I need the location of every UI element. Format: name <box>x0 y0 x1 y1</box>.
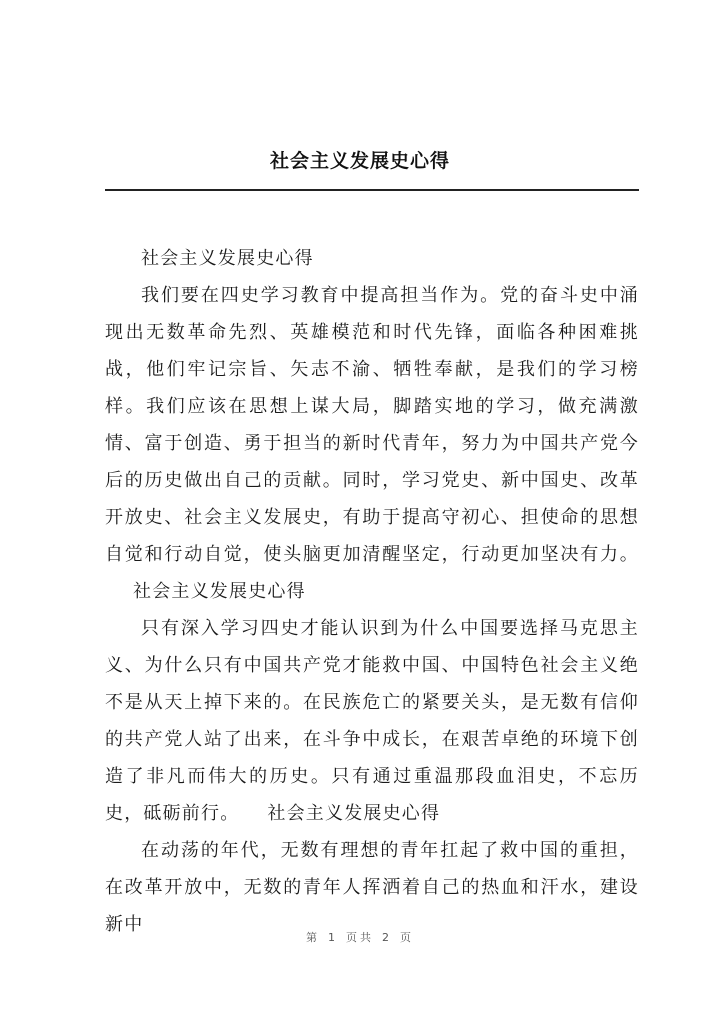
paragraph-1-text: 我们要在四史学习教育中提高担当作为。党的奋斗史中涌现出无数革命先烈、英雄模范和时代先锋，面临各种困难挑战，他们牢记宗旨、矢志不渝、牺牲奉献，是我们的学习榜样。我们应该在思想上谋大局，脚踏实地的学习，做充满激情、富于创造、勇于担当的新时代青年，努力为中国共产党今后的历史做出自己的贡献。同时，学习党史、新中国史、改革开放史、社会主义发展史，有助于提高守初心、担使命的思想自觉和行动自觉，使头脑更加清醒坚定，行动更加坚决有力。 <box>105 285 639 565</box>
title-divider <box>105 189 639 191</box>
page-footer <box>0 929 720 945</box>
subheading: 社会主义发展史心得 <box>141 248 314 269</box>
paragraph-2-text: 只有深入学习四史才能认识到为什么中国要选择马克思主义、为什么只有中国共产党才能救中国、中国特色社会主义绝不是从天上掉下来的。在民族危亡的紧要关头，是无数有信仰的共产党人站了出来，在斗争中成长，在艰苦卓绝的环境下创造了非凡而伟大的历史。只有通过重温那段血泪史，不忘历史，砥砺前行。 <box>105 618 639 824</box>
paragraph-1 <box>105 277 639 610</box>
footer-suffix: 页 <box>400 931 414 944</box>
document-body <box>105 240 639 943</box>
paragraph-3: 在动荡的年代，无数有理想的青年扛起了救中国的重担，在改革开放中，无数的青年人挥洒着自己的热血和汗水，建设新中 <box>105 840 639 935</box>
footer-prefix: 第 <box>306 931 320 944</box>
inline-heading-2: 社会主义发展史心得 <box>267 803 441 824</box>
footer-page-number: 1 <box>328 931 338 944</box>
footer-middle: 页共 <box>346 931 374 944</box>
page-title: 社会主义发展史心得 <box>269 150 450 172</box>
inline-heading-1: 社会主义发展史心得 <box>133 581 306 602</box>
footer-total-pages: 2 <box>382 931 392 944</box>
paragraph-2 <box>105 610 639 832</box>
